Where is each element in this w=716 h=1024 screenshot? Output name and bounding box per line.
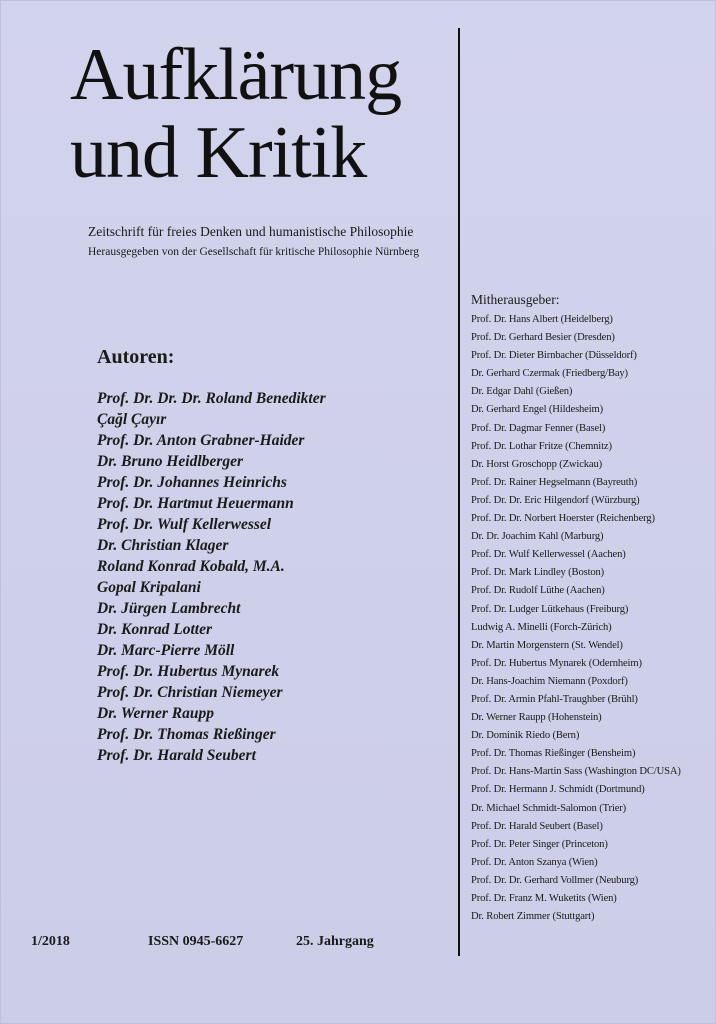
editor-name: Prof. Dr. Dieter Birnbacher (Düsseldorf) xyxy=(471,350,637,362)
vertical-divider xyxy=(458,28,460,956)
editor-name: Dr. Gerhard Engel (Hildesheim) xyxy=(471,404,603,416)
author-name: Prof. Dr. Wulf Kellerwessel xyxy=(97,516,272,533)
editor-name: Prof. Dr. Franz M. Wuketits (Wien) xyxy=(471,893,617,904)
editor-name: Dr. Edgar Dahl (Gießen) xyxy=(471,386,573,398)
author-name: Roland Konrad Kobald, M.A. xyxy=(97,558,285,575)
author-name: Prof. Dr. Thomas Rießinger xyxy=(97,726,276,743)
author-name: Dr. Marc-Pierre Möll xyxy=(97,642,235,659)
editor-name: Prof. Dr. Thomas Rießinger (Bensheim) xyxy=(471,748,636,760)
editor-name: Prof. Dr. Hubertus Mynarek (Odernheim) xyxy=(471,657,642,669)
editor-name: Prof. Dr. Lothar Fritze (Chemnitz) xyxy=(471,440,612,452)
editor-name: Prof. Dr. Wulf Kellerwessel (Aachen) xyxy=(471,549,626,561)
author-name: Prof. Dr. Harald Seubert xyxy=(97,747,256,764)
author-name: Dr. Christian Klager xyxy=(97,537,229,554)
editor-name: Prof. Dr. Hans Albert (Heidelberg) xyxy=(471,314,613,325)
author-name: Prof. Dr. Hubertus Mynarek xyxy=(97,663,280,680)
editor-name: Dr. Hans-Joachim Niemann (Poxdorf) xyxy=(471,675,628,687)
journal-title xyxy=(70,36,401,192)
editor-name: Prof. Dr. Harald Seubert (Basel) xyxy=(471,820,603,832)
editor-name: Prof. Dr. Gerhard Besier (Dresden) xyxy=(471,332,615,344)
editor-name: Prof. Dr. Ludger Lütkehaus (Freiburg) xyxy=(471,603,629,615)
editor-name: Prof. Dr. Armin Pfahl-Traughber (Brühl) xyxy=(471,693,638,705)
author-name: Prof. Dr. Johannes Heinrichs xyxy=(97,474,287,491)
author-name: Çağl Çayır xyxy=(97,411,167,428)
editor-name: Prof. Dr. Hans-Martin Sass (Washington DC/USA) xyxy=(471,766,681,778)
author-name: Prof. Dr. Hartmut Heuermann xyxy=(97,495,294,512)
journal-subtitle: Zeitschrift für freies Denken und humanistische Philosophie xyxy=(88,224,414,239)
author-name: Gopal Kripalani xyxy=(97,579,201,596)
editor-name: Dr. Werner Raupp (Hohenstein) xyxy=(471,712,602,724)
author-name: Dr. Bruno Heidlberger xyxy=(97,453,243,470)
editor-name: Prof. Dr. Mark Lindley (Boston) xyxy=(471,567,605,579)
editor-name: Prof. Dr. Dr. Norbert Hoerster (Reichenberg) xyxy=(471,513,655,525)
editor-name: Prof. Dr. Rudolf Lüthe (Aachen) xyxy=(471,585,605,597)
editor-name: Prof. Dr. Rainer Hegselmann (Bayreuth) xyxy=(471,476,638,488)
title-line-2: und Kritik xyxy=(70,112,367,194)
editor-name: Prof. Dr. Dagmar Fenner (Basel) xyxy=(471,422,606,434)
author-name: Dr. Konrad Lotter xyxy=(97,621,212,638)
editor-name: Dr. Dr. Joachim Kahl (Marburg) xyxy=(471,531,604,543)
editor-name: Dr. Michael Schmidt-Salomon (Trier) xyxy=(471,802,627,814)
author-name: Prof. Dr. Christian Niemeyer xyxy=(97,684,283,701)
editor-name: Ludwig A. Minelli (Forch-Zürich) xyxy=(471,621,612,633)
author-name: Dr. Werner Raupp xyxy=(97,705,214,722)
editor-name: Dr. Robert Zimmer (Stuttgart) xyxy=(471,911,595,923)
issue-number: 1/2018 xyxy=(31,934,70,949)
editor-name: Dr. Martin Morgenstern (St. Wendel) xyxy=(471,639,623,651)
author-name: Prof. Dr. Dr. Dr. Roland Benedikter xyxy=(97,390,326,407)
editor-name: Prof. Dr. Anton Szanya (Wien) xyxy=(471,856,598,868)
author-name: Prof. Dr. Anton Grabner-Haider xyxy=(97,432,305,449)
editor-name: Prof. Dr. Dr. Eric Hilgendorf (Würzburg) xyxy=(471,494,640,506)
editor-name: Dr. Gerhard Czermak (Friedberg/Bay) xyxy=(471,368,628,380)
publisher-line: Herausgegeben von der Gesellschaft für kritische Philosophie Nürnberg xyxy=(88,246,419,258)
editor-name: Prof. Dr. Hermann J. Schmidt (Dortmund) xyxy=(471,784,645,796)
editors-list xyxy=(471,311,681,926)
authors-list xyxy=(97,388,326,766)
author-name: Dr. Jürgen Lambrecht xyxy=(97,600,241,617)
editor-name: Dr. Dominik Riedo (Bern) xyxy=(471,730,580,742)
editors-heading: Mitherausgeber: xyxy=(471,292,560,307)
editor-name: Prof. Dr. Peter Singer (Princeton) xyxy=(471,838,608,850)
editor-name: Prof. Dr. Dr. Gerhard Vollmer (Neuburg) xyxy=(471,874,639,886)
volume-year: 25. Jahrgang xyxy=(296,934,374,949)
issn: ISSN 0945-6627 xyxy=(148,934,244,949)
editor-name: Dr. Horst Groschopp (Zwickau) xyxy=(471,458,602,470)
authors-heading: Autoren: xyxy=(97,346,175,368)
title-line-1: Aufklärung xyxy=(70,34,402,116)
